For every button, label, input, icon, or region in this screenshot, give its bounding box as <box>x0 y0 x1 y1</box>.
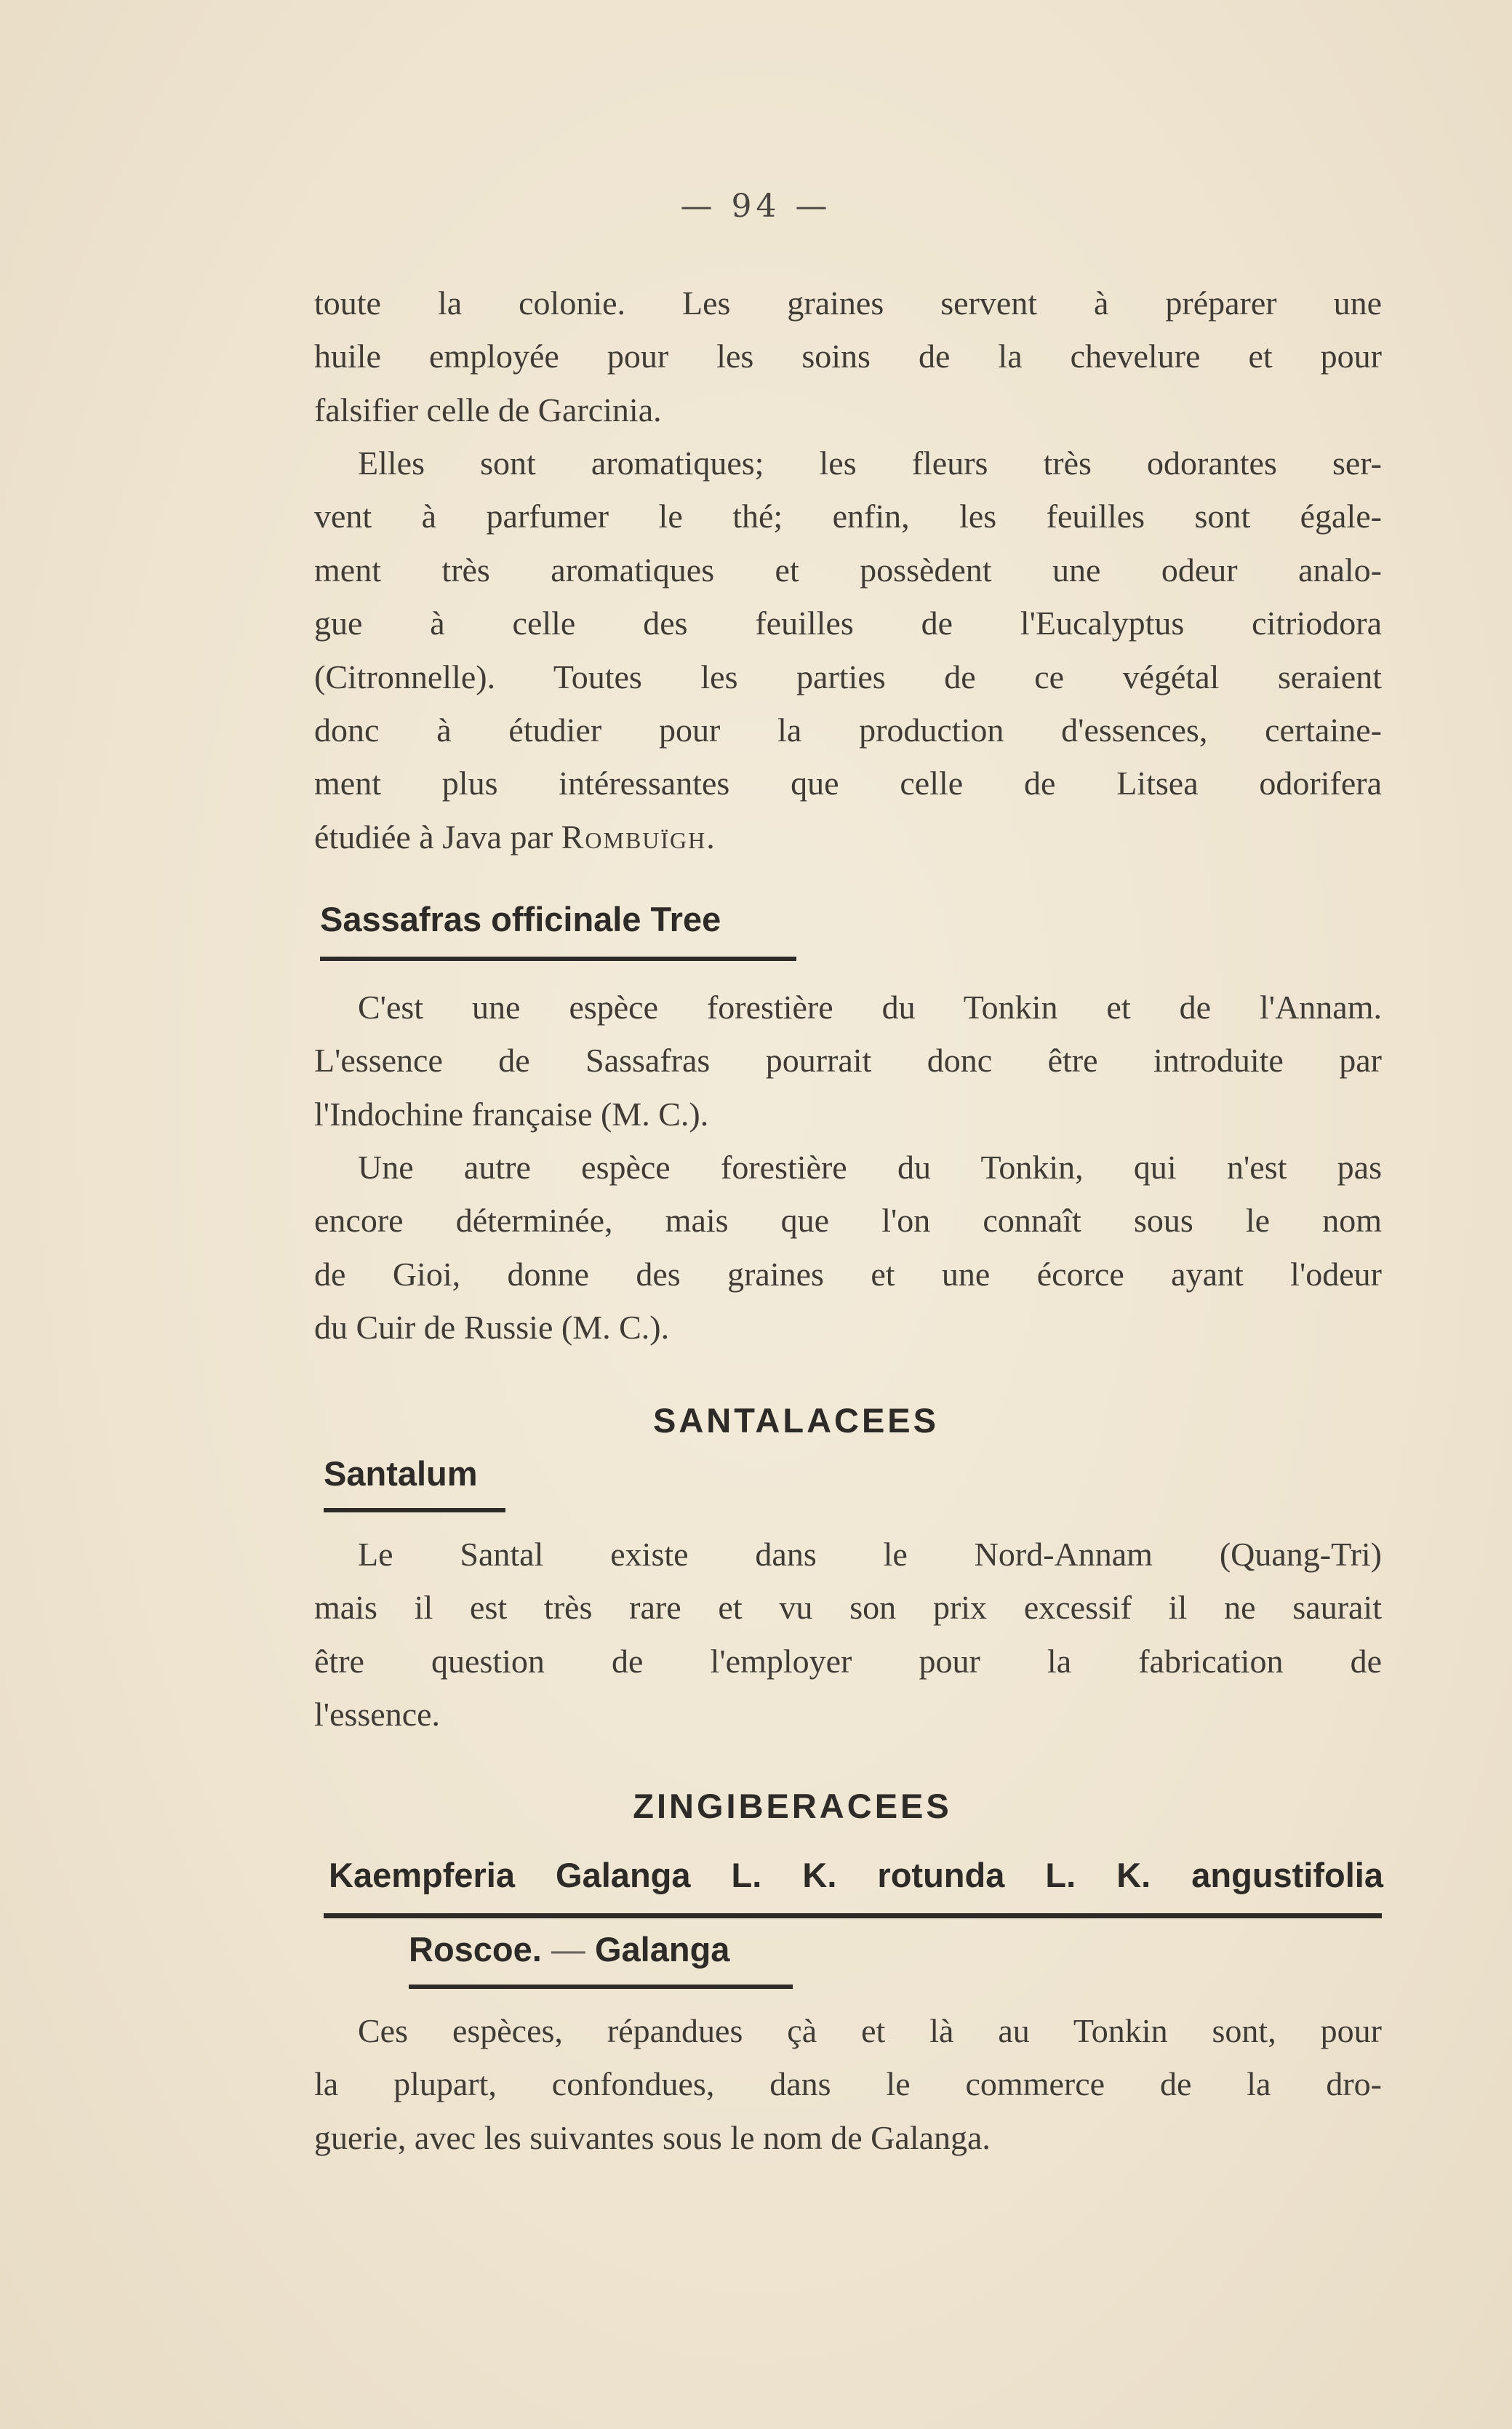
galanga-paragraph <box>314 2004 1382 2164</box>
text-line <box>314 810 1382 863</box>
text-line: ment très aromatiques et possèdent une odeur analo- <box>314 551 1382 589</box>
text-line: l'essence. <box>314 1696 441 1734</box>
kaempferia-heading: Kaempferia Galanga L. K. rotunda L. K. angustifolia <box>329 1856 1383 1894</box>
text-line: Elles sont aromatiques; les fleurs très odorantes ser- <box>358 444 1382 482</box>
text-line: falsifier celle de Garcinia. <box>314 391 662 428</box>
page-number: — 94 — <box>680 188 832 225</box>
author-name: Rombuïgh <box>561 818 707 855</box>
santalum-paragraph <box>314 1528 1382 1742</box>
sassafras-paragraph-1 <box>314 981 1382 1141</box>
zingiberacees-family-heading: ZINGIBERACEES <box>633 1787 952 1825</box>
heading-fragment: Galanga <box>594 1930 730 1969</box>
text-line: vent à parfumer le thé; enfin, les feuilles sont égale- <box>314 498 1382 535</box>
text-line: huile employée pour les soins de la chevelure et pour <box>314 338 1382 375</box>
text-line: gue à celle des feuilles de l'Eucalyptus citriodora <box>314 605 1382 642</box>
text-line: de Gioi, donne des graines et une écorce ayant l'odeur <box>314 1255 1382 1293</box>
heading-underline <box>324 1508 505 1512</box>
text-line: la plupart, confondues, dans le commerce de la dro- <box>314 2065 1382 2103</box>
heading-dash: — <box>551 1930 585 1969</box>
text-line: C'est une espèce forestière du Tonkin et de l'Annam. <box>358 989 1382 1026</box>
text-line: du Cuir de Russie (M. C.). <box>314 1309 670 1347</box>
sassafras-heading: Sassafras officinale Tree <box>320 900 721 938</box>
santalum-heading: Santalum <box>324 1454 478 1493</box>
sassafras-paragraph-2 <box>314 1141 1382 1355</box>
text-line: ment plus intéressantes que celle de Litsea odorifera <box>314 765 1382 802</box>
text-fragment: . <box>706 818 715 855</box>
galanga-heading <box>409 1929 729 1969</box>
aromatic-paragraph <box>314 436 1382 863</box>
text-line: guerie, avec les suivantes sous le nom de Galanga. <box>314 2118 991 2156</box>
text-line: Le Santal existe dans le Nord-Annam (Quang-Tri) <box>358 1536 1382 1573</box>
text-line: mais il est très rare et vu son prix excessif il ne saurait <box>314 1589 1382 1627</box>
text-line: L'essence de Sassafras pourrait donc être introduite par <box>314 1042 1382 1080</box>
text-line: être question de l'employer pour la fabrication de <box>314 1642 1382 1680</box>
text-line: donc à étudier pour la production d'essences, certaine- <box>314 711 1382 749</box>
heading-underline <box>324 1913 1382 1918</box>
text-line: encore déterminée, mais que l'on connaît sous le nom <box>314 1202 1382 1240</box>
heading-underline <box>320 957 796 961</box>
heading-fragment: Roscoe. <box>409 1930 542 1969</box>
text-line: toute la colonie. Les graines servent à préparer une <box>314 284 1382 322</box>
text-line: (Citronnelle). Toutes les parties de ce végétal seraient <box>314 658 1382 695</box>
text-fragment: étudiée à Java par <box>314 818 561 855</box>
text-line: Ces espèces, répandues çà et là au Tonkin sont, pour <box>358 2012 1382 2049</box>
heading-underline <box>409 1985 793 1989</box>
text-line: l'Indochine française (M. C.). <box>314 1095 709 1133</box>
santalacees-family-heading: SANTALACEES <box>652 1401 940 1440</box>
text-line: Une autre espèce forestière du Tonkin, qui n'est pas <box>358 1149 1382 1186</box>
intro-paragraph <box>314 276 1382 436</box>
